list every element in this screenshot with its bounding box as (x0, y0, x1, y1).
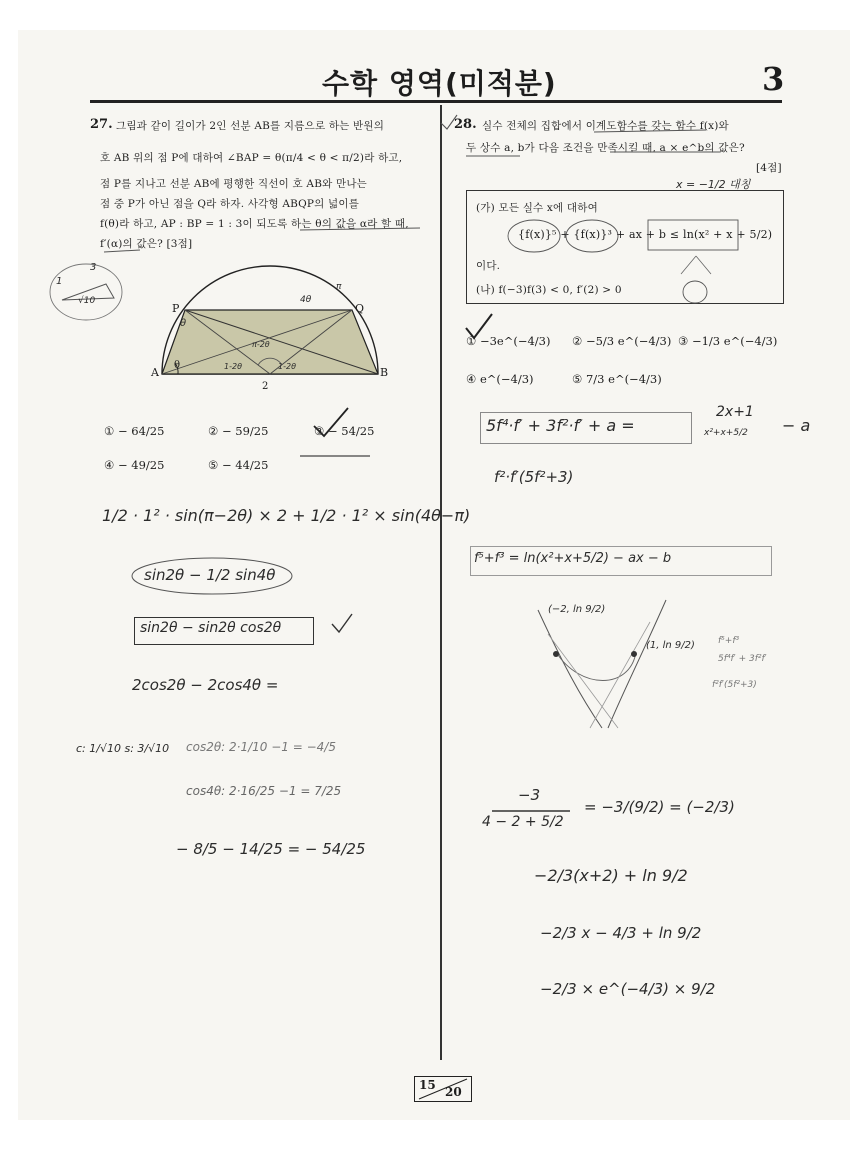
choice-value: − 59/25 (221, 424, 269, 438)
q28-work-line: = −3/(9/2) = (−2/3) (584, 798, 735, 816)
figure-note: π-2θ (252, 340, 270, 349)
angle-theta-label: θ (174, 360, 181, 371)
q28-line: 실수 전체의 집합에서 이계도함수를 갖는 함수 f(x)와 (482, 120, 729, 132)
choice-value: e^(−4/3) (479, 372, 534, 386)
choice-value: −1/3 e^(−4/3) (691, 334, 778, 348)
q28-side-note: f²f′(5f²+3) (712, 680, 757, 690)
choice-mark: ⑤ (208, 458, 219, 472)
point-p-label: P (172, 302, 180, 315)
choice-value: − 54/25 (327, 424, 375, 438)
section-title: 수학 영역(미적분) (322, 67, 557, 100)
q28-work-line: −2/3(x+2) + ln 9/2 (534, 866, 688, 885)
q28-number: 28. (454, 117, 477, 132)
q27-work-line: cos4θ: 2·16/25 −1 = 7/25 (186, 784, 342, 798)
q27-work-line: sin2θ − 1/2 sin4θ (144, 566, 276, 584)
q28-work-line: −2/3 × e^(−4/3) × 9/2 (540, 980, 716, 998)
choice-value: −5/3 e^(−4/3) (585, 334, 672, 348)
condition-ga-formula: {f(x)}⁵ + {f(x)}³ + ax + b ≤ ln(x² + x + 5/2) (518, 228, 773, 241)
point-q-label: Q (355, 302, 365, 315)
q28-work-line: f⁵+f³ = ln(x²+x+5/2) − ax − b (474, 551, 672, 566)
total-pages: 20 (445, 1085, 462, 1099)
q28-work-line: 5f⁴·f′ + 3f²·f′ + a = (486, 416, 635, 435)
page-indicator (414, 1076, 472, 1102)
choice-mark: ④ (466, 372, 477, 386)
figure-note: 1-2θ (224, 362, 242, 371)
q27-line: 점 P를 지나고 선분 AB에 평행한 직선이 호 AB와 만나는 (100, 178, 368, 190)
q28-line: 두 상수 a, b가 다음 조건을 만족시킬 때, a × e^b의 값은? (466, 142, 745, 154)
choice-mark: ④ (104, 458, 115, 472)
q27-line: f(θ)라 하고, AP : BP = 1 : 3이 되도록 하는 θ의 값을 α라 할 때, (100, 218, 409, 230)
page-number: 3 (762, 60, 785, 98)
condition-na: (나) f(−3)f(3) < 0, f′(2) > 0 (476, 284, 622, 296)
graph-point-label: (−2, ln 9/2) (548, 604, 606, 615)
q27-line: 점 중 P가 아닌 점을 Q라 하자. 사각형 ABQP의 넓이를 (100, 198, 360, 210)
choice-value: −3e^(−4/3) (479, 334, 551, 348)
q28-choice-1[interactable] (466, 334, 550, 348)
q28-side-note: 5f⁴f′ + 3f²f′ (718, 654, 767, 664)
choice-value: − 64/25 (117, 424, 165, 438)
q28-choice-4[interactable] (466, 372, 534, 386)
condition-ga-end: 이다. (476, 260, 501, 272)
choice-mark: ⑤ (572, 372, 583, 386)
choice-mark: ③ (314, 424, 325, 438)
q27-line: f′(α)의 값은? [3점] (100, 238, 193, 250)
current-page: 15 (419, 1078, 436, 1092)
condition-circle-mark (680, 280, 710, 304)
q28-score: [4점] (756, 162, 782, 174)
choice-mark: ② (572, 334, 583, 348)
choice-mark: ② (208, 424, 219, 438)
base-length-label: 2 (262, 381, 269, 392)
choice-value: − 44/25 (221, 458, 269, 472)
q27-work-line: cos2θ: 2·1/10 −1 = −4/5 (186, 740, 336, 754)
point-a-label: A (151, 366, 160, 379)
choice-value: − 49/25 (117, 458, 165, 472)
q28-work-line: x²+x+5/2 (704, 428, 748, 438)
q28-side-note: f⁵+f³ (718, 636, 740, 646)
point-b-label: B (380, 366, 389, 379)
q27-work-line: 1/2 · 1² · sin(π−2θ) × 2 + 1/2 · 1² × sin(4θ−π) (102, 506, 471, 525)
q28-work-line: −3 (518, 786, 541, 804)
q27-sketch-note: 3 (90, 262, 97, 273)
q28-work-line: − a (782, 416, 811, 435)
q27-number: 27. (90, 117, 113, 132)
choice-mark: ① (466, 334, 477, 348)
figure-note: 4θ (300, 295, 312, 305)
choice-mark: ① (104, 424, 115, 438)
q28-work-line: f²·f′(5f²+3) (494, 468, 574, 486)
q27-line: 호 AB 위의 점 P에 대하여 ∠BAP = θ(π/4 < θ < π/2)라 하고, (100, 152, 403, 164)
figure-note: 1-2θ (278, 362, 296, 371)
q27-work-line: − 8/5 − 14/25 = − 54/25 (176, 840, 366, 858)
condition-pencil-marks (506, 216, 746, 256)
q27-line: 그림과 같이 길이가 2인 선분 AB를 지름으로 하는 반원의 (116, 120, 385, 132)
q28-work-line: −2/3 x − 4/3 + ln 9/2 (540, 924, 702, 942)
q28-work-line: 4 − 2 + 5/2 (482, 814, 564, 830)
choice-mark: ③ (678, 334, 689, 348)
figure-note: π (336, 282, 342, 292)
q28-note: x = −1/2 대칭 (676, 178, 751, 191)
q28-choice-3[interactable] (678, 334, 777, 348)
graph-point-label: (1, ln 9/2) (646, 640, 695, 651)
choice-value: 7/3 e^(−4/3) (585, 372, 662, 386)
q27-work-line: sin2θ − sin2θ cos2θ (140, 620, 282, 636)
condition-ga-label: (가) 모든 실수 x에 대하여 (476, 202, 598, 214)
q28-choice-5[interactable] (572, 372, 662, 386)
figure-note: θ (180, 318, 187, 329)
q27-sketch-note: √10 (78, 296, 96, 306)
q27-work-line: 2cos2θ − 2cos4θ = (132, 676, 279, 694)
q28-choice-2[interactable] (572, 334, 671, 348)
q27-work-line: c: 1/√10 s: 3/√10 (76, 742, 170, 755)
q27-sketch-note: 1 (56, 276, 63, 287)
q28-work-line: 2x+1 (716, 404, 754, 420)
